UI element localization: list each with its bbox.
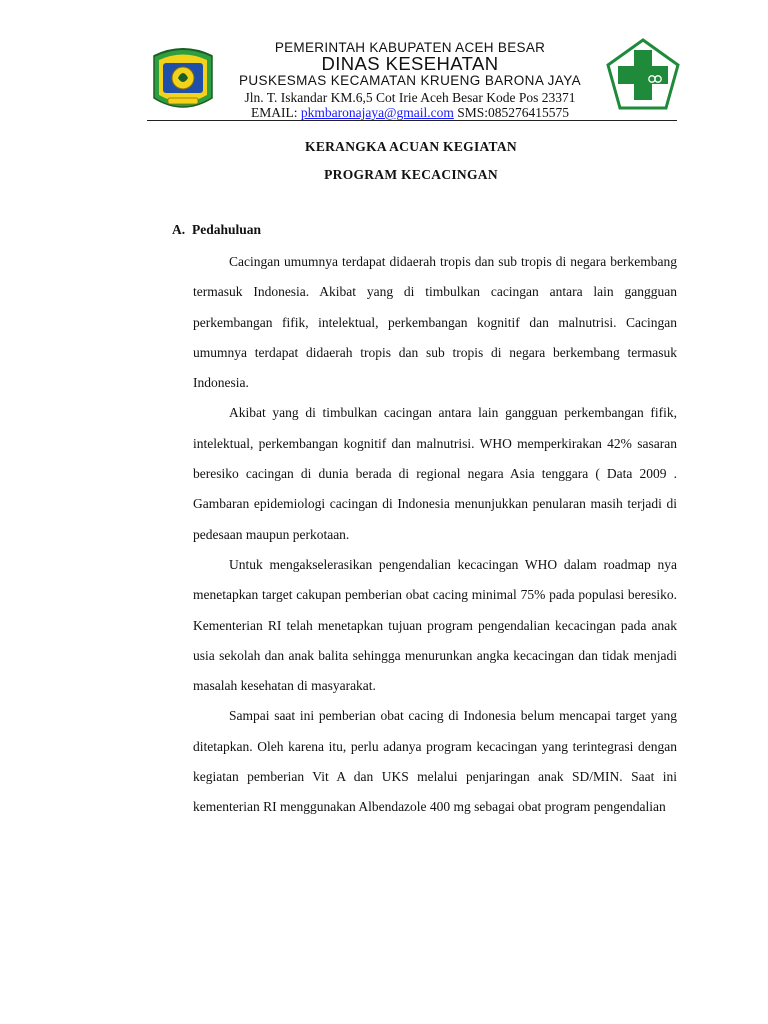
contact-line	[200, 106, 620, 120]
puskesmas-cross-icon	[606, 38, 680, 110]
section-title: Pedahuluan	[192, 222, 262, 237]
government-name: PEMERINTAH KABUPATEN ACEH BESAR	[274, 40, 546, 55]
paragraph: Untuk mengakselerasikan pengendalian kecacingan WHO dalam roadmap nya menetapkan target cakupan pemberian obat cacing minimal 75% pada populasi beresiko. Kementerian RI telah menetapkan tujuan program pengendalian kecacingan pada anak usia sekolah dan anak balita sehingga menurunkan angka kecacingan dan tidak menjadi masalah kesehatan di masyarakat.	[193, 556, 677, 694]
agency-name: DINAS KESEHATAN	[321, 53, 499, 74]
address-line: Jln. T. Iskandar KM.6,5 Cot Irie Aceh Besar Kode Pos 23371	[244, 90, 576, 105]
sms-number: SMS:085276415575	[457, 105, 570, 120]
section-body	[193, 247, 677, 823]
section-heading	[172, 222, 261, 238]
paragraph: Sampai saat ini pemberian obat cacing di Indonesia belum mencapai target yang ditetapkan. Oleh karena itu, perlu adanya program kecacingan yang terintegrasi dengan kegiatan pemberian Vit A dan UKS melalui penjaringan anak SD/MIN. Saat ini kementerian RI menggunakan Albendazole 400 mg sebagai obat program pengendalian	[193, 708, 677, 815]
document-subtitle: PROGRAM KECACINGAN	[324, 167, 498, 182]
paragraph: Cacingan umumnya terdapat didaerah tropis dan sub tropis di negara berkembang termasuk Indonesia. Akibat yang di timbulkan cacingan antara lain gangguan perkembangan fifik, intelektual, perkembangan kognitif dan malnutrisi. Cacingan umumnya terdapat didaerah tropis dan sub tropis di negara berkembang termasuk Indonesia.	[193, 254, 677, 391]
letterhead	[0, 0, 768, 130]
puskesmas-name: PUSKESMAS KECAMATAN KRUENG BARONA JAYA	[238, 73, 582, 88]
email-link[interactable]: pkmbaronajaya@gmail.com	[300, 105, 454, 120]
paragraph: Akibat yang di timbulkan cacingan antara lain gangguan perkembangan fifik, intelektual, perkembangan kognitif dan malnutrisi. WHO memperkirakan 42% sasaran beresiko cacingan di dunia berada di regional negara Asia tenggara ( Data 2009 . Gambaran epidemiologi cacingan di Indonesia menunjukkan penularan masih terjadi di pedesaan maupun perkotaan.	[193, 405, 677, 542]
letterhead-divider	[147, 120, 677, 121]
section-letter: A.	[172, 222, 186, 237]
document-title: KERANGKA ACUAN KEGIATAN	[305, 139, 517, 154]
email-label: EMAIL:	[250, 105, 298, 120]
